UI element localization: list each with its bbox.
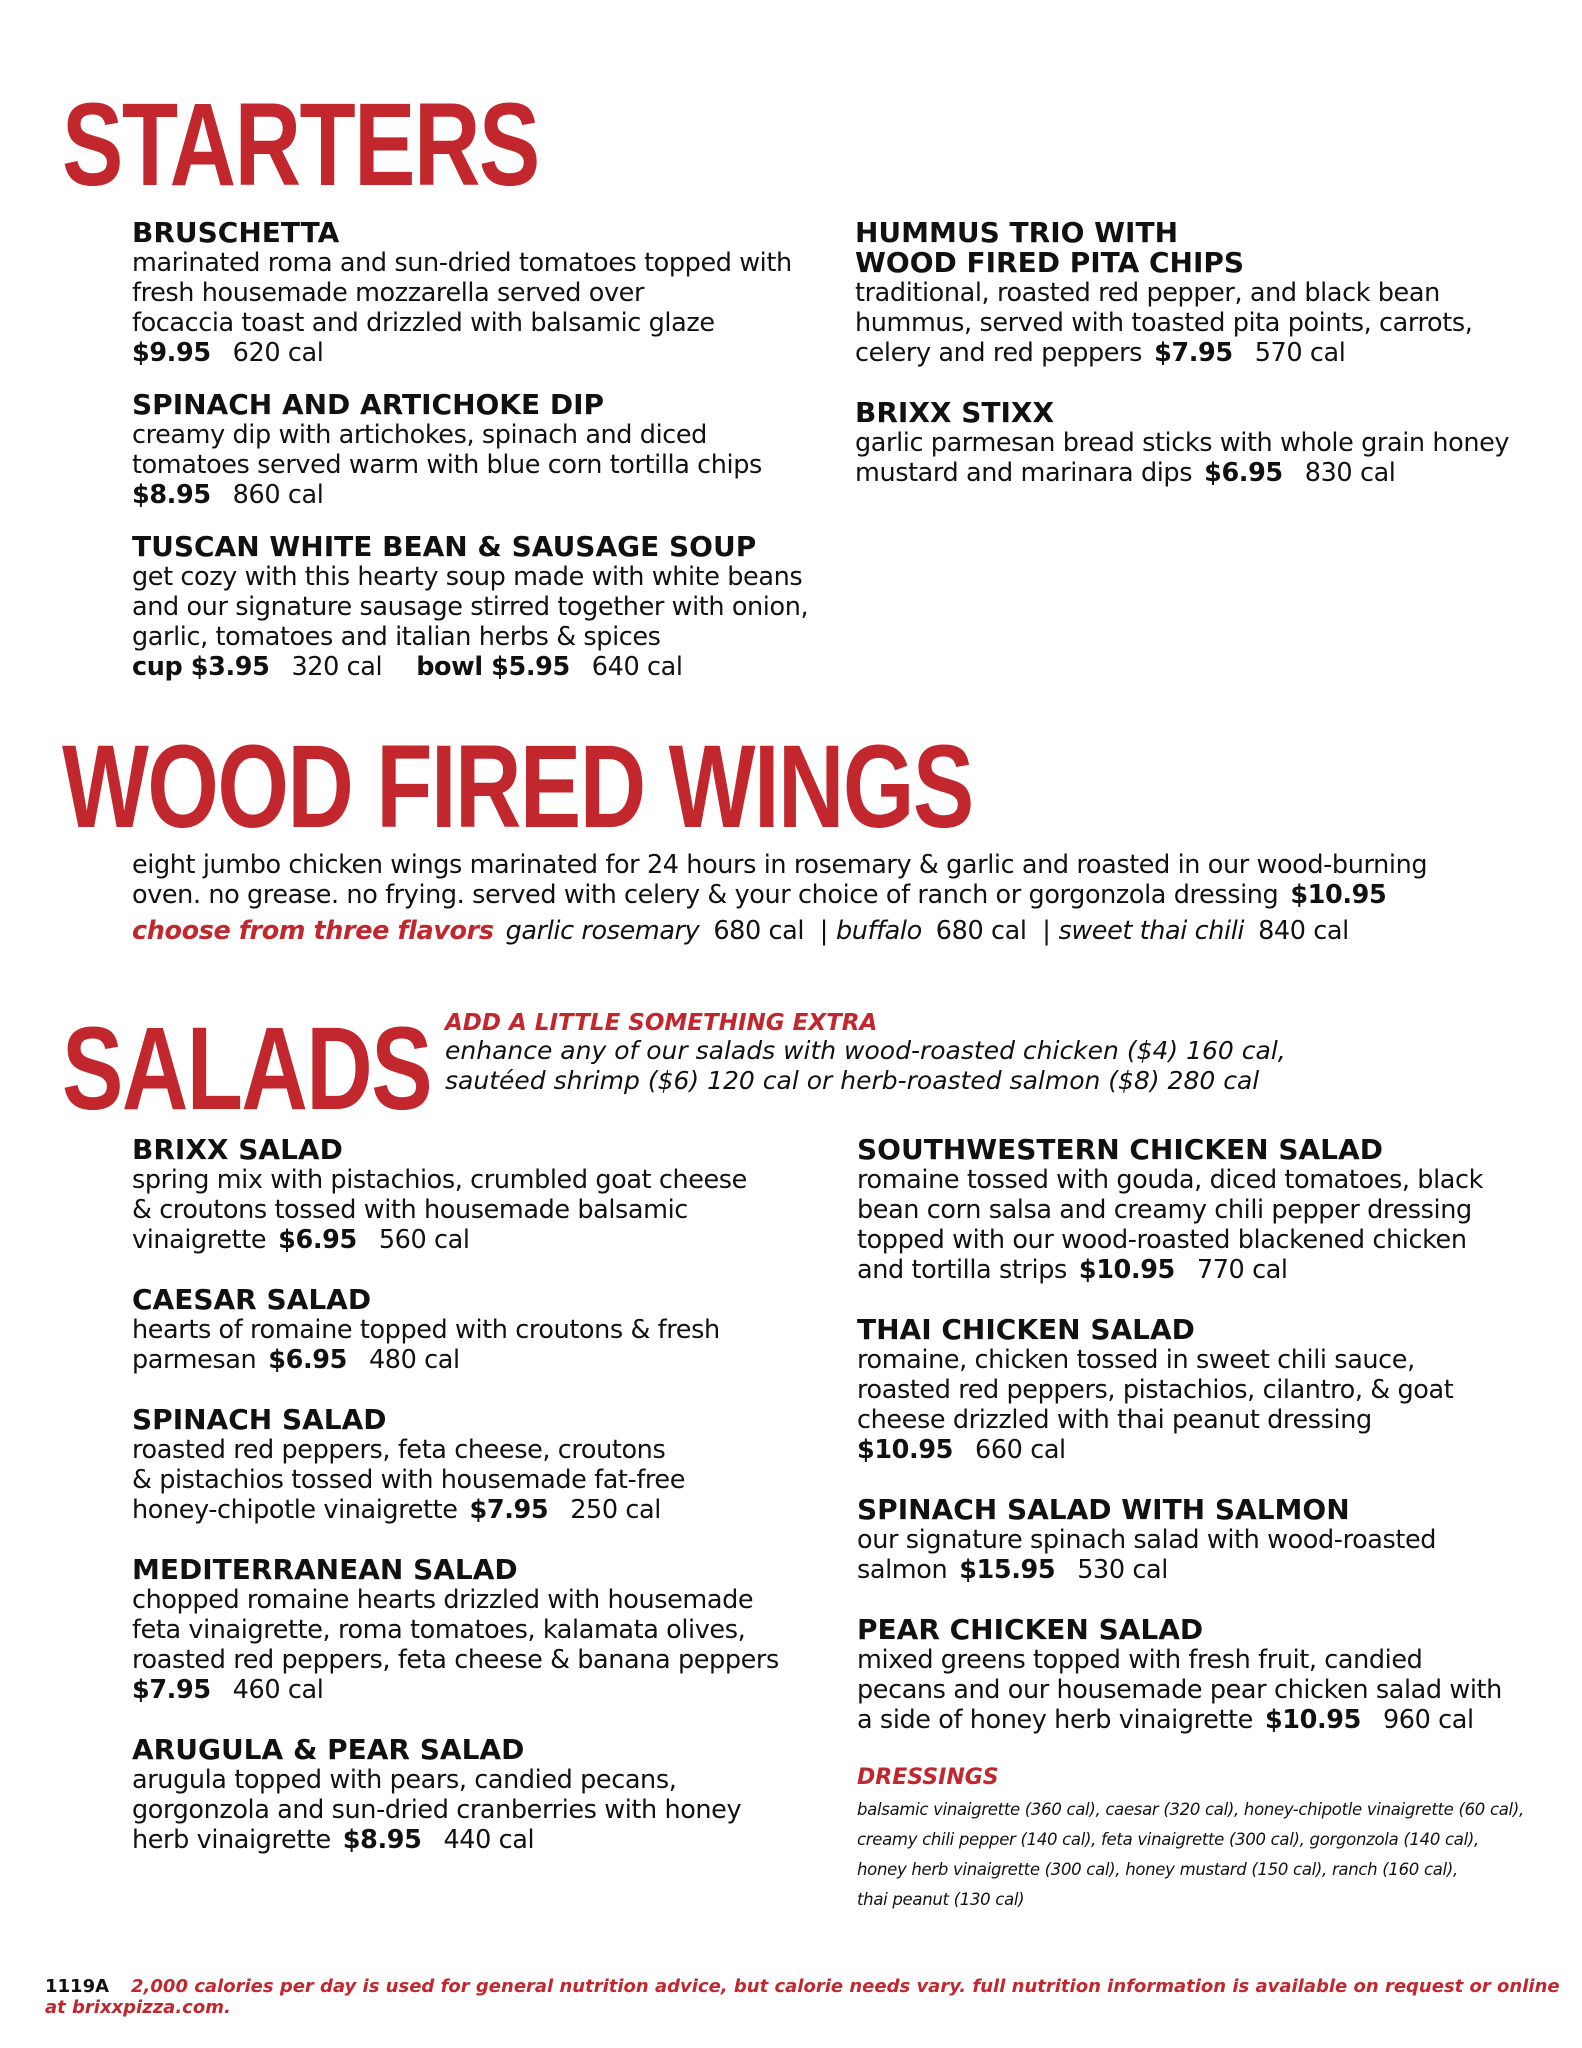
item-name: CAESAR SALAD — [132, 1283, 372, 1316]
item-name: MEDITERRANEAN SALAD — [132, 1553, 518, 1586]
item-desc-line: focaccia toast and drizzled with balsamic glaze — [132, 308, 715, 338]
item-calories: 570 cal — [1254, 338, 1346, 368]
item-desc-line: traditional, roasted red pepper, and black bean — [855, 278, 1440, 308]
item-desc-last: herb vinaigrette — [132, 1825, 331, 1855]
starters-left-column — [132, 218, 832, 704]
dressings-line: creamy chili pepper (140 cal), feta vinaigrette (300 cal), gorgonzola (140 cal), — [857, 1830, 1479, 1849]
dressings-line: honey herb vinaigrette (300 cal), honey mustard (150 cal), ranch (160 cal), — [857, 1860, 1458, 1879]
add-extra-box — [445, 1010, 1545, 1096]
item-desc-line: creamy dip with artichokes, spinach and diced — [132, 420, 707, 450]
item-desc-last: and tortilla strips — [857, 1255, 1067, 1285]
item-name: THAI CHICKEN SALAD — [857, 1313, 1195, 1346]
item-desc-last: honey-chipotle vinaigrette — [132, 1495, 458, 1525]
item-price-line — [855, 458, 1555, 488]
bowl-price: bowl $5.95 — [416, 652, 570, 682]
dressings-line: thai peanut (130 cal) — [857, 1890, 1025, 1909]
item-desc-line: marinated roma and sun-dried tomatoes topped with — [132, 248, 792, 278]
item-name: WOOD FIRED PITA CHIPS — [855, 246, 1245, 279]
item-price-line — [857, 1435, 1557, 1465]
menu-item-bruschetta — [132, 218, 832, 368]
menu-item-spinach-salad-salmon — [857, 1495, 1557, 1585]
wings-description — [132, 850, 1552, 946]
menu-code: 1119A — [45, 1976, 110, 1997]
item-desc-last: parmesan — [132, 1345, 257, 1375]
item-calories: 250 cal — [570, 1495, 661, 1525]
item-price: $9.95 — [132, 338, 211, 368]
menu-item-caesar-salad — [132, 1285, 852, 1375]
item-price: $6.95 — [268, 1345, 347, 1375]
item-calories: 770 cal — [1196, 1255, 1288, 1285]
item-name: BRUSCHETTA — [132, 216, 340, 249]
item-desc-line: pecans and our housemade pear chicken salad with — [857, 1675, 1502, 1705]
item-price: $8.95 — [132, 480, 211, 510]
wings-desc-line — [132, 880, 1552, 910]
item-desc-line: mixed greens topped with fresh fruit, candied — [857, 1645, 1423, 1675]
item-name: SPINACH AND ARTICHOKE DIP — [132, 388, 605, 421]
item-desc-line: romaine tossed with gouda, diced tomatoes, black — [857, 1165, 1483, 1195]
item-desc-last: a side of honey herb vinaigrette — [857, 1705, 1253, 1735]
footer — [45, 1976, 1582, 2018]
item-price-line — [857, 1555, 1557, 1585]
item-desc-last: celery and red peppers — [855, 338, 1143, 368]
flavor-name: sweet thai chili — [1058, 916, 1245, 946]
bowl-calories: 640 cal — [591, 652, 683, 682]
item-calories: 560 cal — [378, 1225, 470, 1255]
item-calories: 440 cal — [443, 1825, 535, 1855]
item-calories: 860 cal — [232, 480, 324, 510]
item-price: $10.95 — [1078, 1255, 1175, 1285]
menu-item-brixx-stixx — [855, 398, 1555, 488]
starters-heading: STARTERS — [62, 79, 539, 211]
item-price-line — [132, 480, 832, 510]
item-desc-line: roasted red peppers, pistachios, cilantro, & goat — [857, 1375, 1454, 1405]
wings-price: $10.95 — [1290, 880, 1387, 910]
menu-item-arugula-pear-salad — [132, 1735, 852, 1855]
flavor-separator: | — [819, 916, 828, 946]
salads-heading: SALADS — [62, 1003, 432, 1135]
item-desc-line: arugula topped with pears, candied pecans, — [132, 1765, 677, 1795]
item-calories: 830 cal — [1304, 458, 1396, 488]
item-desc-line: fresh housemade mozzarella served over — [132, 278, 645, 308]
flavor-calories: 680 cal — [935, 916, 1027, 946]
add-extra-line: enhance any of our salads with wood-roasted chicken ($4) 160 cal, — [445, 1036, 1286, 1065]
menu-item-spinach-salad — [132, 1405, 852, 1525]
item-price-line — [132, 652, 832, 682]
item-name: HUMMUS TRIO WITH — [855, 216, 1179, 249]
dressings-box — [857, 1765, 1557, 1915]
item-price-line — [855, 338, 1555, 368]
item-desc-line: & pistachios tossed with housemade fat-free — [132, 1465, 686, 1495]
item-calories: 960 cal — [1382, 1705, 1474, 1735]
item-price: $7.95 — [469, 1495, 549, 1525]
menu-item-pear-chicken-salad — [857, 1615, 1557, 1735]
item-calories: 460 cal — [232, 1675, 324, 1705]
item-desc-line: hummus, served with toasted pita points, carrots, — [855, 308, 1473, 338]
item-price: $10.95 — [857, 1435, 954, 1465]
item-price-line — [132, 1345, 852, 1375]
starters-right-column — [855, 218, 1555, 510]
salads-right-column — [857, 1135, 1557, 1915]
flavor-name: garlic rosemary — [505, 916, 700, 946]
menu-item-hummus-trio — [855, 218, 1555, 368]
item-desc-line: and our signature sausage stirred together with onion, — [132, 592, 809, 622]
item-desc-last: salmon — [857, 1555, 948, 1585]
flavor-calories: 680 cal — [713, 916, 805, 946]
item-desc-line: romaine, chicken tossed in sweet chili sauce, — [857, 1345, 1415, 1375]
item-desc-line: roasted red peppers, feta cheese, croutons — [132, 1435, 666, 1465]
item-desc-line: gorgonzola and sun-dried cranberries with honey — [132, 1795, 742, 1825]
flavor-name: buffalo — [835, 916, 922, 946]
item-desc-line: feta vinaigrette, roma tomatoes, kalamata olives, — [132, 1615, 746, 1645]
menu-item-brixx-salad — [132, 1135, 852, 1255]
item-name: SPINACH SALAD WITH SALMON — [857, 1493, 1350, 1526]
item-price-line — [857, 1255, 1557, 1285]
add-extra-title: ADD A LITTLE SOMETHING EXTRA — [445, 1010, 878, 1036]
item-name: BRIXX STIXX — [855, 396, 1055, 429]
choose-flavors-label: choose from three flavors — [132, 916, 494, 946]
dressings-line: balsamic vinaigrette (360 cal), caesar (320 cal), honey-chipotle vinaigrette (60 cal), — [857, 1800, 1524, 1819]
item-desc-line: tomatoes served warm with blue corn tortilla chips — [132, 450, 762, 480]
item-desc-line: garlic, tomatoes and italian herbs & spices — [132, 622, 661, 652]
wings-heading: WOOD FIRED WINGS — [62, 721, 973, 853]
menu-item-southwestern-chicken-salad — [857, 1135, 1557, 1285]
item-name: BRIXX SALAD — [132, 1133, 343, 1166]
cup-calories: 320 cal — [291, 652, 383, 682]
item-calories: 620 cal — [232, 338, 324, 368]
menu-item-mediterranean-salad — [132, 1555, 852, 1705]
nutrition-note: 2,000 calories per day is used for general nutrition advice, but calorie needs vary. full nutrition information is available on request or online at brixxpizza.com. — [45, 1976, 1560, 2018]
flavor-separator: | — [1042, 916, 1051, 946]
item-desc-line: cheese drizzled with thai peanut dressing — [857, 1405, 1372, 1435]
item-name: SOUTHWESTERN CHICKEN SALAD — [857, 1133, 1383, 1166]
item-price-line — [132, 1495, 852, 1525]
item-price: $6.95 — [1204, 458, 1283, 488]
item-price: $6.95 — [278, 1225, 357, 1255]
item-calories: 530 cal — [1077, 1555, 1168, 1585]
item-name: SPINACH SALAD — [132, 1403, 387, 1436]
item-price-line — [132, 1225, 852, 1255]
item-desc-line: & croutons tossed with housemade balsamic — [132, 1195, 688, 1225]
menu-item-thai-chicken-salad — [857, 1315, 1557, 1465]
item-desc-line: topped with our wood-roasted blackened chicken — [857, 1225, 1467, 1255]
item-price: $8.95 — [342, 1825, 422, 1855]
flavor-calories: 840 cal — [1258, 916, 1349, 946]
item-name: PEAR CHICKEN SALAD — [857, 1613, 1204, 1646]
item-name: TUSCAN WHITE BEAN & SAUSAGE SOUP — [132, 530, 757, 563]
item-desc-last: mustard and marinara dips — [855, 458, 1193, 488]
item-price-line — [132, 1675, 852, 1705]
salads-left-column — [132, 1135, 852, 1877]
item-desc-line: bean corn salsa and creamy chili pepper dressing — [857, 1195, 1472, 1225]
item-desc-line: get cozy with this hearty soup made with white beans — [132, 562, 803, 592]
menu-item-tuscan-soup — [132, 532, 832, 682]
item-calories: 480 cal — [368, 1345, 460, 1375]
item-price: $15.95 — [959, 1555, 1056, 1585]
item-desc-line: hearts of romaine topped with croutons & fresh — [132, 1315, 720, 1345]
item-desc-line: our signature spinach salad with wood-roasted — [857, 1525, 1437, 1555]
item-name: ARUGULA & PEAR SALAD — [132, 1733, 525, 1766]
add-extra-line: sautéed shrimp ($6) 120 cal or herb-roasted salmon ($8) 280 cal — [445, 1066, 1260, 1095]
item-desc-line: spring mix with pistachios, crumbled goat cheese — [132, 1165, 747, 1195]
item-price: $7.95 — [1154, 338, 1233, 368]
item-desc-line: chopped romaine hearts drizzled with housemade — [132, 1585, 754, 1615]
wings-desc-text: oven. no grease. no frying. served with celery & your choice of ranch or gorgonzola dressing — [132, 880, 1279, 910]
item-desc-line: roasted red peppers, feta cheese & banana peppers — [132, 1645, 779, 1675]
item-calories: 660 cal — [975, 1435, 1066, 1465]
wings-desc-line: eight jumbo chicken wings marinated for 24 hours in rosemary & garlic and roasted in our wood-burning — [132, 850, 1428, 880]
item-price-line — [857, 1705, 1557, 1735]
item-price: $7.95 — [132, 1675, 211, 1705]
wings-flavors-line — [132, 916, 1552, 946]
item-desc-last: vinaigrette — [132, 1225, 267, 1255]
dressings-title: DRESSINGS — [857, 1765, 999, 1790]
item-price: $10.95 — [1264, 1705, 1361, 1735]
item-desc-line: garlic parmesan bread sticks with whole grain honey — [855, 428, 1510, 458]
cup-price: cup $3.95 — [132, 652, 270, 682]
menu-item-spinach-artichoke-dip — [132, 390, 832, 510]
item-price-line — [132, 1825, 852, 1855]
item-price-line — [132, 338, 832, 368]
